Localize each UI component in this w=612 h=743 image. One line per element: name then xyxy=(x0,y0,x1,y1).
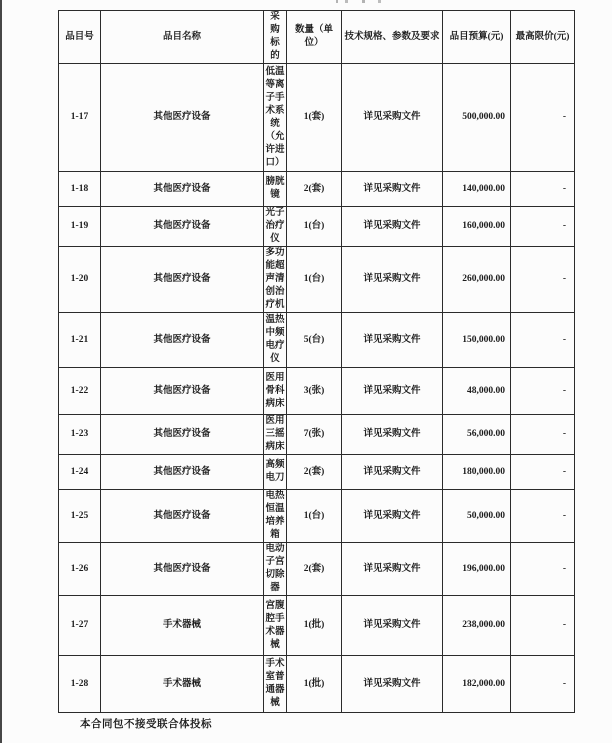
cell-target: 电热恒温培养箱 xyxy=(264,490,287,543)
header-row xyxy=(59,11,575,64)
cell-item-name: 其他医疗设备 xyxy=(101,64,264,172)
cell-target: 医用三摇病床 xyxy=(264,415,287,455)
cell-max-price: - xyxy=(511,543,575,596)
cell-quantity: 3(张) xyxy=(287,368,342,415)
header-max-price: 最高限价(元) xyxy=(511,11,575,64)
cell-tech-spec: 详见采购文件 xyxy=(342,455,443,490)
cell-tech-spec: 详见采购文件 xyxy=(342,368,443,415)
cell-tech-spec: 详见采购文件 xyxy=(342,490,443,543)
cell-quantity: 7(张) xyxy=(287,415,342,455)
cell-item-no: 1-22 xyxy=(59,368,101,415)
cell-item-no: 1-25 xyxy=(59,490,101,543)
cell-max-price: - xyxy=(511,455,575,490)
table-row xyxy=(59,247,575,313)
cell-max-price: - xyxy=(511,656,575,713)
cell-target: 膀胱镜 xyxy=(264,172,287,207)
cell-item-no: 1-24 xyxy=(59,455,101,490)
cell-target: 温热中频电疗仪 xyxy=(264,313,287,368)
cell-tech-spec: 详见采购文件 xyxy=(342,247,443,313)
table-row xyxy=(59,596,575,656)
cell-item-name: 其他医疗设备 xyxy=(101,490,264,543)
cell-budget: 260,000.00 xyxy=(443,247,511,313)
cell-quantity: 2(套) xyxy=(287,455,342,490)
cell-item-name: 手术器械 xyxy=(101,596,264,656)
cell-item-no: 1-19 xyxy=(59,207,101,247)
cell-item-no: 1-28 xyxy=(59,656,101,713)
cell-quantity: 1(台) xyxy=(287,207,342,247)
cell-budget: 180,000.00 xyxy=(443,455,511,490)
cell-budget: 50,000.00 xyxy=(443,490,511,543)
table-row xyxy=(59,490,575,543)
cell-tech-spec: 详见采购文件 xyxy=(342,64,443,172)
cell-quantity: 1(台) xyxy=(287,247,342,313)
cell-tech-spec: 详见采购文件 xyxy=(342,596,443,656)
cell-max-price: - xyxy=(511,368,575,415)
cell-target: 低温等离子手术系统（允许进口） xyxy=(264,64,287,172)
procurement-items-table xyxy=(58,10,575,713)
cell-quantity: 1(批) xyxy=(287,656,342,713)
cell-budget: 48,000.00 xyxy=(443,368,511,415)
table-row xyxy=(59,656,575,713)
footer-note: 本合同包不接受联合体投标 xyxy=(80,719,212,730)
cell-quantity: 1(台) xyxy=(287,490,342,543)
cell-item-name: 其他医疗设备 xyxy=(101,543,264,596)
cell-max-price: - xyxy=(511,415,575,455)
cell-max-price: - xyxy=(511,247,575,313)
cell-item-no: 1-20 xyxy=(59,247,101,313)
cell-item-no: 1-21 xyxy=(59,313,101,368)
cell-tech-spec: 详见采购文件 xyxy=(342,207,443,247)
clipped-text-artifact xyxy=(336,0,388,3)
cell-max-price: - xyxy=(511,207,575,247)
header-tech-spec: 技术规格、参数及要求 xyxy=(342,11,443,64)
cell-target: 高频电刀 xyxy=(264,455,287,490)
cell-quantity: 2(套) xyxy=(287,172,342,207)
cell-item-name: 其他医疗设备 xyxy=(101,247,264,313)
cell-target: 光子治疗仪 xyxy=(264,207,287,247)
table-row xyxy=(59,543,575,596)
cell-max-price: - xyxy=(511,490,575,543)
cell-budget: 140,000.00 xyxy=(443,172,511,207)
table-row xyxy=(59,64,575,172)
header-item-no: 品目号 xyxy=(59,11,101,64)
cell-item-no: 1-26 xyxy=(59,543,101,596)
cell-tech-spec: 详见采购文件 xyxy=(342,656,443,713)
cell-tech-spec: 详见采购文件 xyxy=(342,313,443,368)
cell-item-name: 其他医疗设备 xyxy=(101,455,264,490)
scan-edge-artifact xyxy=(0,0,2,743)
table-body xyxy=(59,64,575,713)
cell-target: 多功能超声清创治疗机 xyxy=(264,247,287,313)
cell-budget: 500,000.00 xyxy=(443,64,511,172)
cell-budget: 150,000.00 xyxy=(443,313,511,368)
cell-item-no: 1-23 xyxy=(59,415,101,455)
cell-target: 手术室普通器械 xyxy=(264,656,287,713)
cell-budget: 160,000.00 xyxy=(443,207,511,247)
cell-budget: 56,000.00 xyxy=(443,415,511,455)
cell-tech-spec: 详见采购文件 xyxy=(342,543,443,596)
cell-max-price: - xyxy=(511,596,575,656)
cell-item-name: 其他医疗设备 xyxy=(101,172,264,207)
cell-item-no: 1-17 xyxy=(59,64,101,172)
cell-quantity: 1(套) xyxy=(287,64,342,172)
table-row xyxy=(59,172,575,207)
cell-item-name: 其他医疗设备 xyxy=(101,415,264,455)
cell-quantity: 1(批) xyxy=(287,596,342,656)
cell-quantity: 2(套) xyxy=(287,543,342,596)
cell-max-price: - xyxy=(511,172,575,207)
header-target: 采购标的 xyxy=(264,11,287,64)
cell-target: 宫腹腔手术器械 xyxy=(264,596,287,656)
header-item-budget: 品目预算(元) xyxy=(443,11,511,64)
table-row xyxy=(59,368,575,415)
cell-target: 电动子宫切除器 xyxy=(264,543,287,596)
cell-budget: 238,000.00 xyxy=(443,596,511,656)
cell-max-price: - xyxy=(511,313,575,368)
header-item-name: 品目名称 xyxy=(101,11,264,64)
cell-item-name: 其他医疗设备 xyxy=(101,313,264,368)
cell-budget: 196,000.00 xyxy=(443,543,511,596)
cell-budget: 182,000.00 xyxy=(443,656,511,713)
table-row xyxy=(59,455,575,490)
cell-max-price: - xyxy=(511,64,575,172)
cell-quantity: 5(台) xyxy=(287,313,342,368)
table-row xyxy=(59,415,575,455)
table-row xyxy=(59,207,575,247)
cell-item-no: 1-18 xyxy=(59,172,101,207)
cell-item-no: 1-27 xyxy=(59,596,101,656)
cell-target: 医用骨科病床 xyxy=(264,368,287,415)
table-row xyxy=(59,313,575,368)
cell-tech-spec: 详见采购文件 xyxy=(342,415,443,455)
cell-item-name: 其他医疗设备 xyxy=(101,368,264,415)
header-quantity-unit: 数量（单位） xyxy=(287,11,342,64)
cell-item-name: 其他医疗设备 xyxy=(101,207,264,247)
cell-item-name: 手术器械 xyxy=(101,656,264,713)
cell-tech-spec: 详见采购文件 xyxy=(342,172,443,207)
